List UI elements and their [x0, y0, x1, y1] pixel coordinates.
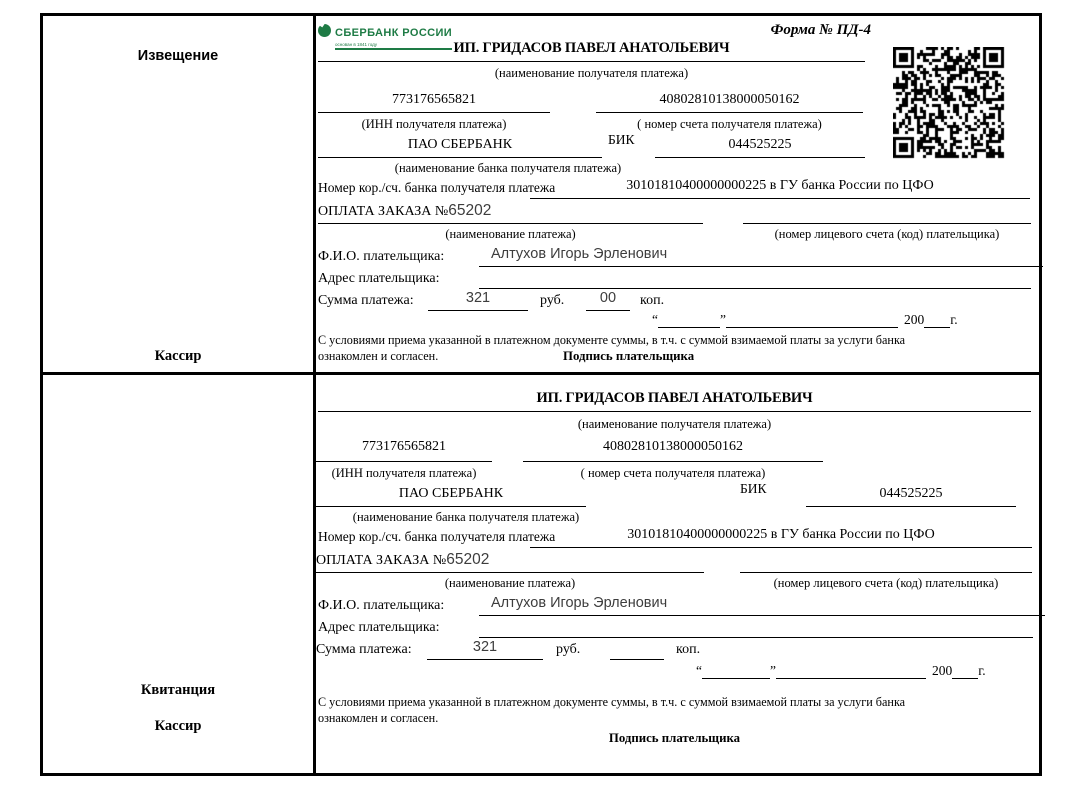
- year-field: [952, 664, 978, 679]
- year-prefix: 200: [904, 312, 925, 327]
- corr-account-field: 30101810400000000225 в ГУ банка России по ЦФО: [530, 527, 1032, 548]
- bank-caption: (наименование банка получателя платежа): [394, 161, 622, 175]
- bank-name-field: ПАО СБЕРБАНК: [318, 137, 602, 158]
- payee-caption: (наименование получателя платежа): [494, 66, 689, 80]
- payment-name-label: ОПЛАТА ЗАКАЗА №: [316, 553, 447, 568]
- kop-label: коп.: [676, 642, 701, 657]
- rub-label: руб.: [540, 293, 565, 308]
- payer-address-label: Адрес плательщика:: [318, 620, 440, 635]
- payment-name-field: [316, 551, 704, 573]
- amount-kop-field: [610, 639, 664, 660]
- bank-name-field: ПАО СБЕРБАНК: [316, 486, 586, 507]
- payee-name: ИП. ГРИДАСОВ ПАВЕЛ АНАТОЛЬЕВИЧ: [318, 40, 865, 62]
- year-suffix: г.: [978, 663, 986, 678]
- inn-caption: (ИНН получателя платежа): [331, 466, 477, 480]
- account-field: 40802810138000050162: [596, 92, 863, 113]
- quote-close: ”: [720, 312, 726, 327]
- bik-field: 044525225: [655, 137, 865, 158]
- personal-account-caption: (номер лицевого счета (код) плательщика): [773, 576, 999, 590]
- year-prefix: 200: [932, 663, 953, 678]
- date-row: [696, 663, 986, 679]
- inn-field: 773176565821: [318, 92, 550, 113]
- payee-caption: (наименование получателя платежа): [577, 417, 772, 431]
- quote-open: “: [652, 312, 658, 327]
- receipt-section: [40, 372, 1042, 776]
- payment-caption: (наименование платежа): [444, 576, 576, 590]
- date-month-field: [776, 664, 926, 679]
- notice-left-column: [43, 16, 316, 375]
- agreement-line1: С условиями приема указанной в платежном документе суммы, в т.ч. с суммой взимаемой платы за услуги банка: [318, 695, 906, 709]
- sberbank-brand: СБЕРБАНК РОССИИ: [335, 27, 453, 39]
- amount-label: Сумма платежа:: [318, 293, 414, 308]
- amount-kop-field: 00: [586, 290, 630, 311]
- payee-name: ИП. ГРИДАСОВ ПАВЕЛ АНАТОЛЬЕВИЧ: [318, 390, 1031, 412]
- payer-fio-field: Алтухов Игорь Эрленович: [479, 595, 1045, 616]
- inn-field: 773176565821: [316, 439, 492, 462]
- cashier-label: Кассир: [154, 348, 202, 364]
- payer-fio-label: Ф.И.О. плательщика:: [318, 598, 445, 613]
- bik-field: 044525225: [806, 486, 1016, 507]
- receipt-right-column: [316, 375, 1039, 773]
- agreement-line2: ознакомлен и согласен.: [318, 711, 439, 725]
- notice-right-column: [316, 16, 1039, 375]
- signature-label: Подпись плательщика: [563, 349, 695, 363]
- payer-fio-label: Ф.И.О. плательщика:: [318, 249, 445, 264]
- agreement-line1: С условиями приема указанной в платежном документе суммы, в т.ч. с суммой взимаемой платы за услуги банка: [318, 333, 906, 347]
- date-month-field: [726, 313, 898, 328]
- bank-caption: (наименование банка получателя платежа): [352, 510, 580, 524]
- payment-caption: (наименование платежа): [445, 227, 576, 241]
- date-day-field: [658, 313, 720, 328]
- order-number: 65202: [448, 202, 492, 219]
- corr-account-field: 30101810400000000225 в ГУ банка России по ЦФО: [530, 178, 1030, 199]
- notice-label: Извещение: [137, 48, 219, 64]
- inn-caption: (ИНН получателя платежа): [361, 117, 507, 131]
- signature-label: Подпись плательщика: [608, 731, 741, 745]
- bik-label: БИК: [740, 481, 767, 496]
- payer-address-field: [479, 268, 1031, 289]
- sberbank-tagline: основан в 1841 году: [335, 42, 378, 47]
- payer-fio-field: Алтухов Игорь Эрленович: [479, 246, 1043, 267]
- amount-label: Сумма платежа:: [316, 642, 412, 657]
- payer-address-label: Адрес плательщика:: [318, 271, 440, 286]
- payment-name-field: [318, 202, 703, 224]
- bik-label: БИК: [608, 132, 635, 147]
- amount-rub-field: 321: [428, 290, 528, 311]
- sberbank-emblem-icon: [318, 24, 331, 37]
- qr-code-icon: [893, 47, 1005, 159]
- notice-section: [40, 13, 1042, 378]
- kop-label: коп.: [640, 293, 665, 308]
- rub-label: руб.: [556, 642, 581, 657]
- form-number: Форма № ПД-4: [770, 22, 871, 38]
- account-field: 40802810138000050162: [523, 439, 823, 462]
- year-suffix: г.: [950, 312, 958, 327]
- payer-address-field: [479, 617, 1033, 638]
- payment-name-label: ОПЛАТА ЗАКАЗА №: [318, 204, 449, 219]
- corr-account-label: Номер кор./сч. банка получателя платежа: [318, 529, 556, 544]
- amount-rub-field: 321: [427, 639, 543, 660]
- corr-account-label: Номер кор./сч. банка получателя платежа: [318, 180, 556, 195]
- receipt-left-column: [43, 375, 316, 773]
- personal-account-field: [743, 202, 1031, 224]
- personal-account-field: [740, 551, 1032, 573]
- receipt-label: Квитанция: [140, 682, 216, 698]
- date-day-field: [702, 664, 770, 679]
- order-number: 65202: [446, 551, 490, 568]
- agreement-line2: ознакомлен и согласен.: [318, 349, 439, 363]
- cashier-label: Кассир: [154, 718, 202, 734]
- year-field: [924, 313, 950, 328]
- date-row: [652, 312, 958, 328]
- account-caption: ( номер счета получателя платежа): [580, 466, 766, 480]
- quote-close: ”: [770, 663, 776, 678]
- quote-open: “: [696, 663, 702, 678]
- account-caption: ( номер счета получателя платежа): [637, 117, 822, 131]
- personal-account-caption: (номер лицевого счета (код) плательщика): [774, 227, 1000, 241]
